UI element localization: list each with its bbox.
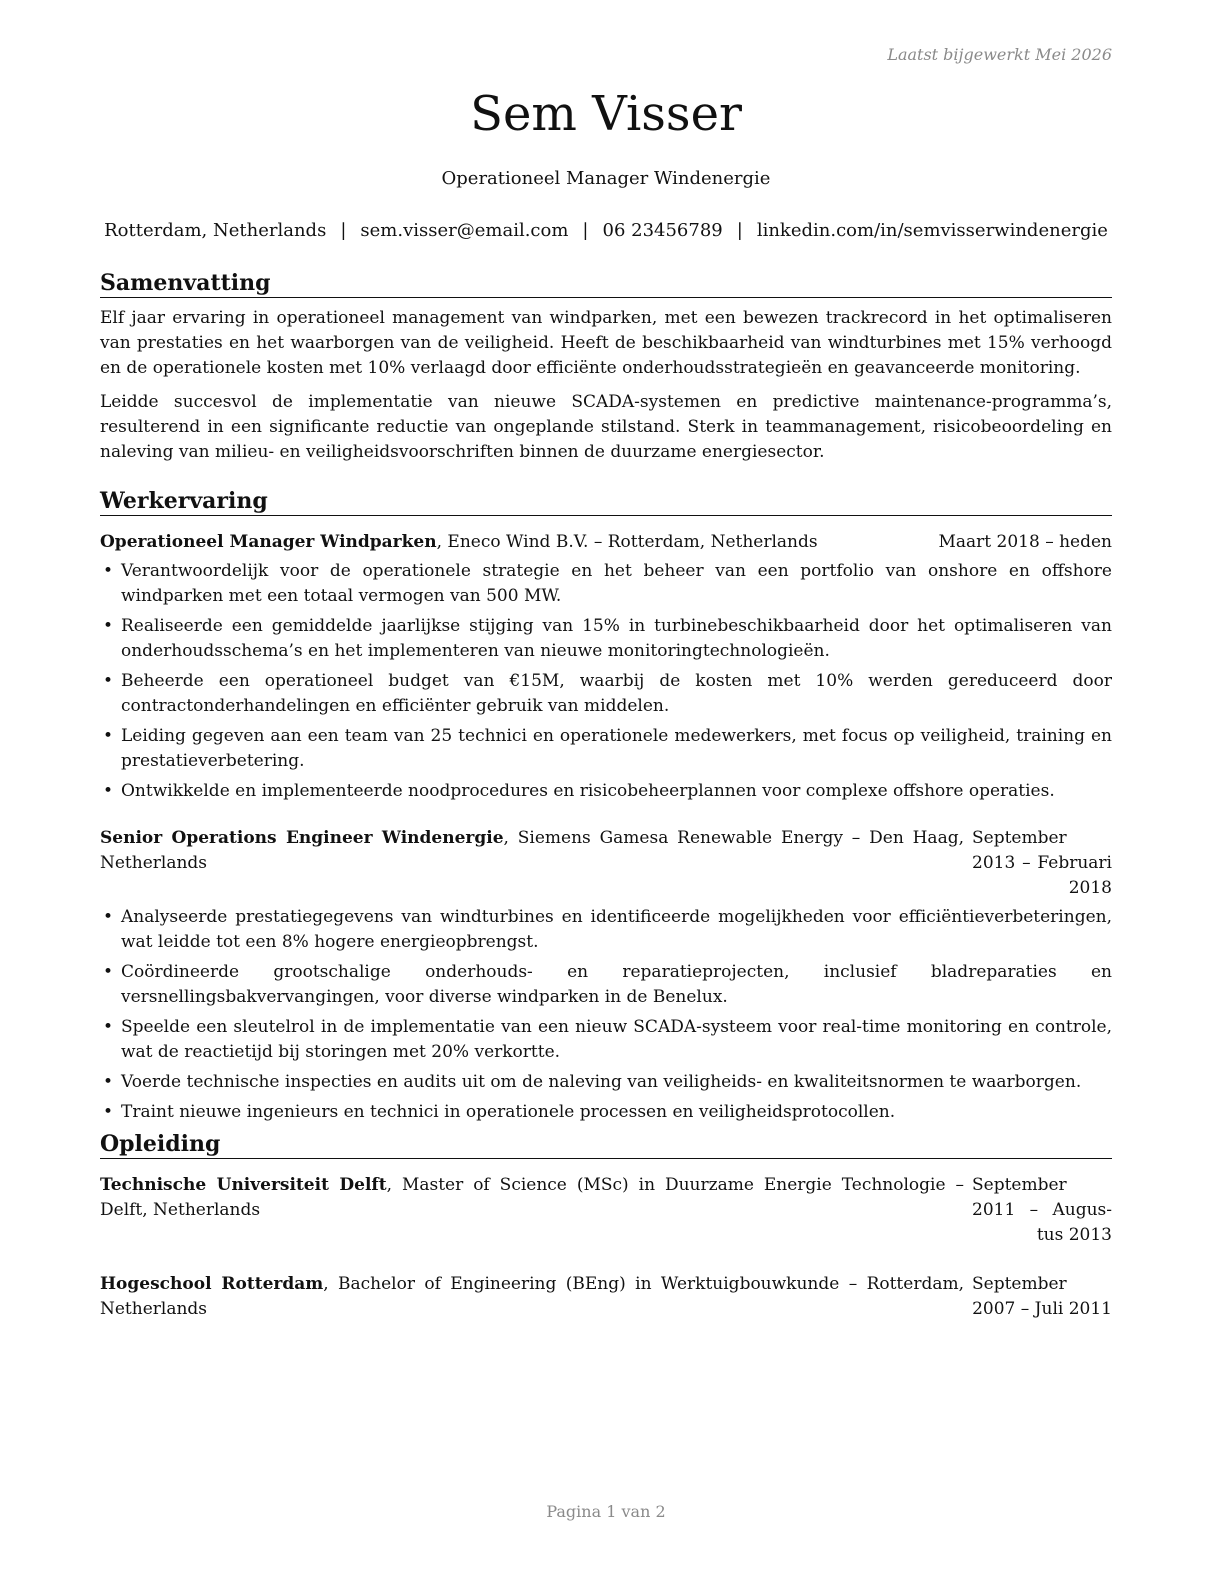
contact-phone[interactable]: 06 23456789	[602, 220, 723, 241]
job-dates: September 2013 – Februari 2018	[972, 828, 1112, 898]
contact-separator: |	[582, 220, 589, 241]
contact-separator: |	[340, 220, 347, 241]
education-degree: , Bachelor of Engineering (BEng) in Werktuigbouwkunde – Rotterdam, Netherlands	[100, 1274, 964, 1319]
education-school: Hogeschool Rotterdam	[100, 1274, 324, 1294]
list-item: • Verantwoordelijk voor de operationele strategie en het beheer van een portfolio van onshore en offshore windparken met een totaal vermogen van 500 MW.	[100, 559, 1112, 609]
summary-paragraph: Leidde succesvol de implementatie van nieuwe SCADA-systemen en predictive maintenance-programma’s, resulterend in een significante reductie van ongeplande stilstand. Sterk in teammanagement, risicobeoordeling en naleving van milieu- en veiligheidsvoorschriften binnen de duurzame energiesector.	[100, 392, 1112, 462]
job-role: Operationeel Manager Windparken	[100, 532, 437, 552]
job-header	[100, 826, 1112, 901]
job-company: , Eneco Wind B.V. – Rotterdam, Netherlands	[436, 532, 818, 552]
education-title-line	[100, 1173, 964, 1223]
contact-email[interactable]: sem.visser@email.com	[360, 220, 569, 241]
resume-page	[100, 0, 1112, 1584]
contact-linkedin[interactable]: linkedin.com/in/semvisserwindenergie	[756, 220, 1108, 241]
summary-section	[100, 270, 1112, 465]
job-bullets	[100, 905, 1112, 1125]
job-role: Senior Operations Engineer Windenergie	[100, 828, 504, 848]
job-title-line	[100, 826, 964, 876]
job-header	[100, 530, 1112, 555]
job-company: , Siemens Gamesa Renewable Energy – Den Haag, Netherlands	[100, 828, 964, 873]
summary-paragraph: Elf jaar ervaring in operationeel management van windparken, met een bewezen trackrecord in het optimaliseren van prestaties en het waarborgen van de veiligheid. Heeft de beschikbaarheid van windturbines met 15% verhoogd en de operationele kosten met 10% verlaagd door efficiënte onderhoudsstrategieën en geavanceerde monitoring.	[100, 308, 1112, 378]
education-header	[100, 1173, 1112, 1248]
job-entry	[100, 530, 1112, 804]
experience-section	[100, 488, 1112, 1130]
section-heading: Werkervaring	[100, 488, 1112, 516]
education-header	[100, 1272, 1112, 1322]
page-number: Pagina 1 van 2	[546, 1502, 666, 1521]
last-updated: Laatst bijgewerkt Mei 2026	[887, 45, 1112, 64]
list-item: • Beheerde een operationeel budget van €15M, waarbij de kosten met 10% werden gereduceerd door contractonderhandelingen en efficiënter gebruik van middelen.	[100, 669, 1112, 719]
education-dates: September 2007 – Juli 2011	[972, 1274, 1112, 1319]
job-bullets	[100, 559, 1112, 804]
education-entry	[100, 1272, 1112, 1322]
education-dates: September 2011 – Augustus 2013	[972, 1175, 1112, 1245]
job-dates: Maart 2018 – heden	[938, 532, 1112, 552]
list-item: • Traint nieuwe ingenieurs en technici in operationele processen en veiligheidsprotocollen.	[100, 1100, 1112, 1125]
list-item: • Voerde technische inspecties en audits uit om de naleving van veiligheids- en kwaliteitsnormen te waarborgen.	[100, 1070, 1112, 1095]
list-item: • Realiseerde een gemiddelde jaarlijkse stijging van 15% in turbinebeschikbaarheid door het optimaliseren van onderhoudsschema’s en het implementeren van nieuwe monitoringtechnologieën.	[100, 614, 1112, 664]
job-title-line	[100, 530, 924, 555]
section-heading: Opleiding	[100, 1131, 1112, 1159]
contact-separator: |	[736, 220, 743, 241]
list-item: • Speelde een sleutelrol in de implementatie van een nieuw SCADA-systeem voor real-time monitoring en controle, wat de reactietijd bij storingen met 20% verkortte.	[100, 1015, 1112, 1065]
list-item: • Ontwikkelde en implementeerde noodprocedures en risicobeheerplannen voor complexe offshore operaties.	[100, 779, 1112, 804]
list-item: • Analyseerde prestatiegegevens van windturbines en identificeerde mogelijkheden voor efficiëntieverbeteringen, wat leidde tot een 8% hogere energieopbrengst.	[100, 905, 1112, 955]
education-entry	[100, 1173, 1112, 1248]
contact-location: Rotterdam, Netherlands	[104, 220, 327, 241]
list-item: • Coördineerde grootschalige onderhouds- en reparatieprojecten, inclusief bladreparaties en versnellingsbakvervangingen, voor diverse windparken in de Benelux.	[100, 960, 1112, 1010]
candidate-title: Operationeel Manager Windenergie	[441, 168, 771, 189]
education-section	[100, 1131, 1112, 1322]
education-school: Technische Universiteit Delft	[100, 1175, 387, 1195]
section-heading: Samenvatting	[100, 270, 1112, 298]
education-degree: , Master of Science (MSc) in Duurzame Energie Technologie – Delft, Netherlands	[100, 1175, 964, 1220]
job-entry	[100, 826, 1112, 1125]
education-title-line	[100, 1272, 964, 1322]
candidate-name: Sem Visser	[470, 86, 742, 142]
contact-line	[100, 220, 1112, 241]
list-item: • Leiding gegeven aan een team van 25 technici en operationele medewerkers, met focus op veiligheid, training en prestatieverbetering.	[100, 724, 1112, 774]
